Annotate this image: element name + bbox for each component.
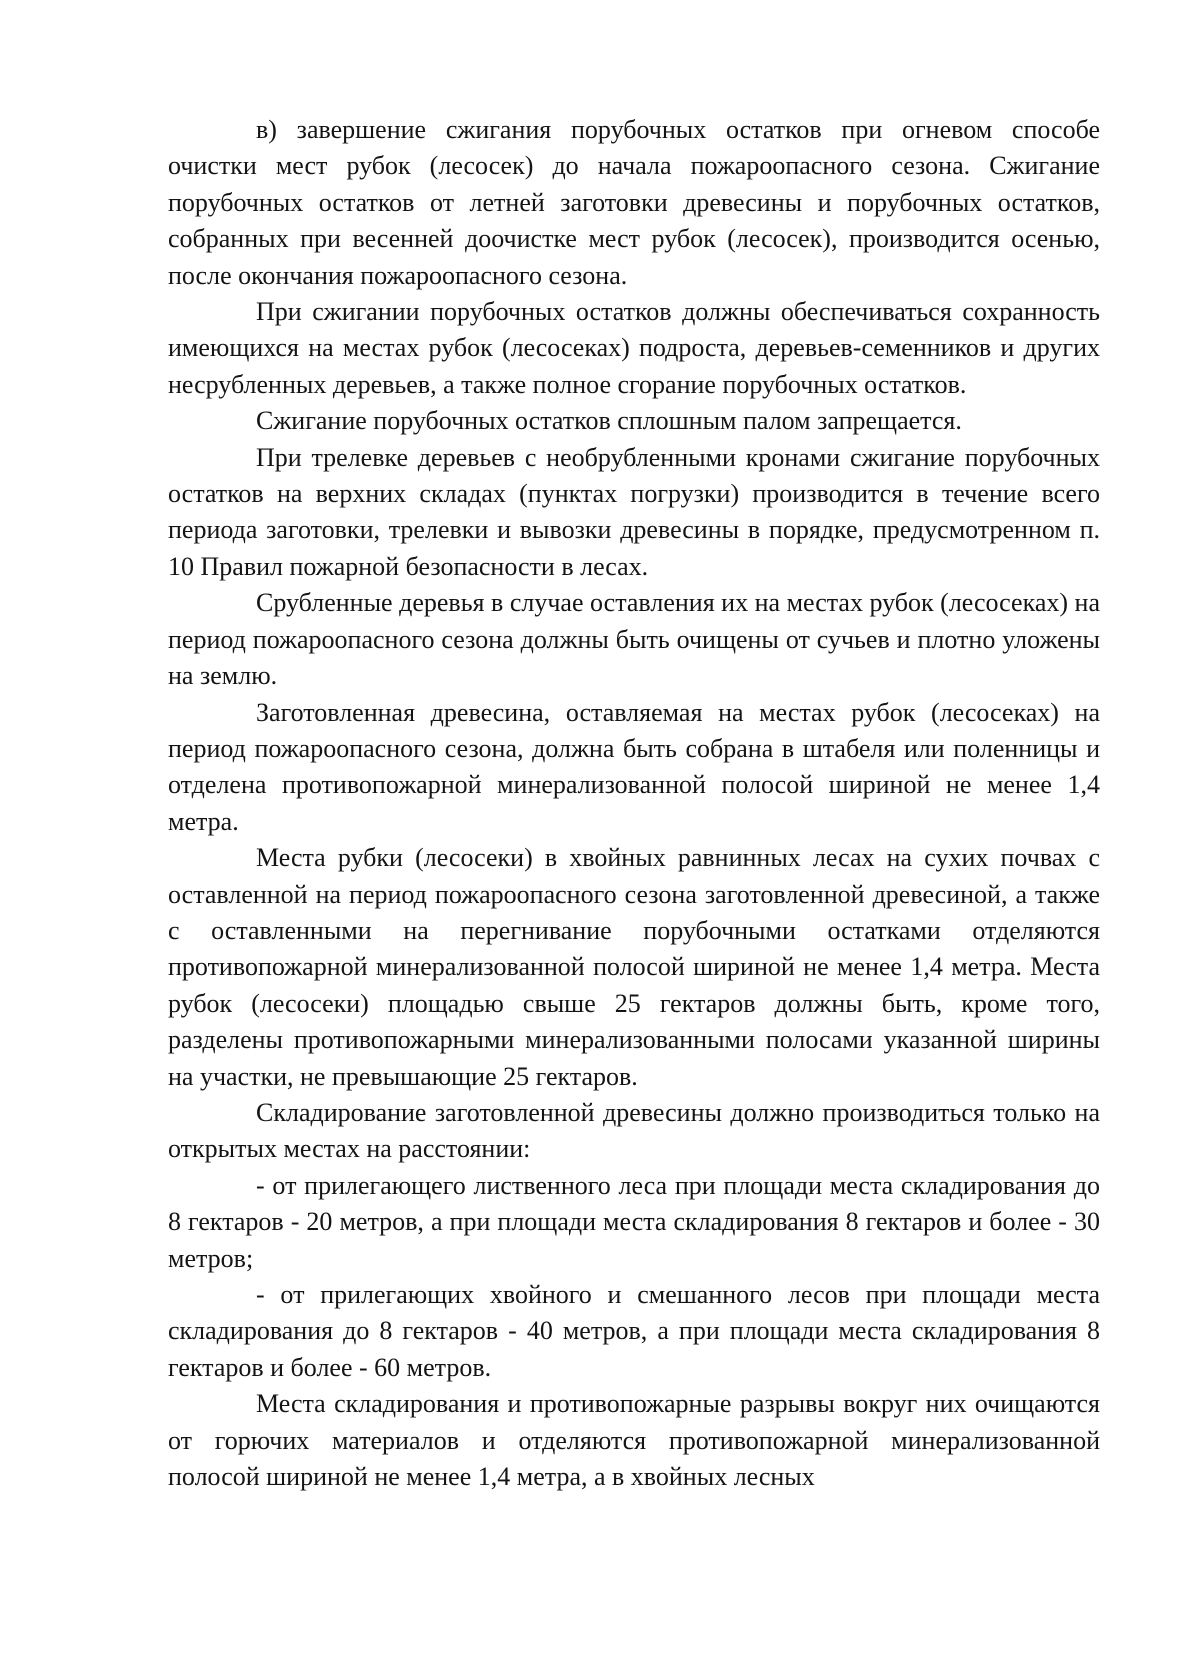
list-item-distance-deciduous: - от прилегающего лиственного леса при площади места складирования до 8 гектаров - 20 метров, а при площади места складирования 8 гектаров и более - 30 метров; bbox=[168, 1170, 1100, 1273]
list-item-distance-coniferous: - от прилегающих хвойного и смешанного лесов при площади места складирования до 8 гектаров - 40 метров, а при площади места складирования 8 гектаров и более - 60 метров. bbox=[168, 1280, 1100, 1382]
paragraph-5: Срубленные деревья в случае оставления их на местах рубок (лесосеках) на период пожароопасного сезона должны быть очищены от сучьев и плотно уложены на землю. bbox=[168, 588, 1100, 691]
paragraph-4: При трелевке деревьев с необрубленными кронами сжигание порубочных остатков на верхних складах (пунктах погрузки) производится в течение всего периода заготовки, трелевки и вывозки древесины в порядке, предусмотренном п. 10 Правил пожарной безопасности в лесах. bbox=[168, 442, 1100, 581]
paragraph-11: Места складирования и противопожарные разрывы вокруг них очищаются от горючих материалов и отделяются противопожарной минерализованной полосой шириной не менее 1,4 метра, а в хвойных лесных bbox=[168, 1389, 1100, 1492]
paragraph-7: Места рубки (лесосеки) в хвойных равнинных лесах на сухих почвах с оставленной на период пожароопасного сезона заготовленной древесиной, а также с оставленными на перегнивание порубочными остатками отделяются противопожарной минерализованной полосой шириной не менее 1,4 метра. Места рубок (лесосеки) площадью свыше 25 гектаров должны быть, кроме того, разделены противопожарными минерализованными полосами указанной ширины на участки, не превышающие 25 гектаров. bbox=[168, 843, 1100, 1091]
document-text bbox=[168, 112, 1100, 1495]
paragraph-6: Заготовленная древесина, оставляемая на местах рубок (лесосеках) на период пожароопасного сезона, должна быть собрана в штабеля или поленницы и отделена противопожарной минерализованной полосой шириной не менее 1,4 метра. bbox=[168, 697, 1100, 836]
paragraph-3: Сжигание порубочных остатков сплошным палом запрещается. bbox=[256, 406, 962, 436]
paragraph-8: Складирование заготовленной древесины должно производиться только на открытых местах на расстоянии: bbox=[168, 1097, 1100, 1164]
paragraph-2: При сжигании порубочных остатков должны обеспечиваться сохранность имеющихся на местах рубок (лесосеках) подроста, деревьев-семенников и других несрубленных деревьев, а также полное сгорание порубочных остатков. bbox=[168, 297, 1100, 399]
paragraph-1: в) завершение сжигания порубочных остатков при огневом способе очистки мест рубок (лесосек) до начала пожароопасного сезона. Сжигание порубочных остатков от летней заготовки древесины и порубочных остатков, собранных при весенней доочистке мест рубок (лесосек), производится осенью, после окончания пожароопасного сезона. bbox=[168, 115, 1100, 290]
